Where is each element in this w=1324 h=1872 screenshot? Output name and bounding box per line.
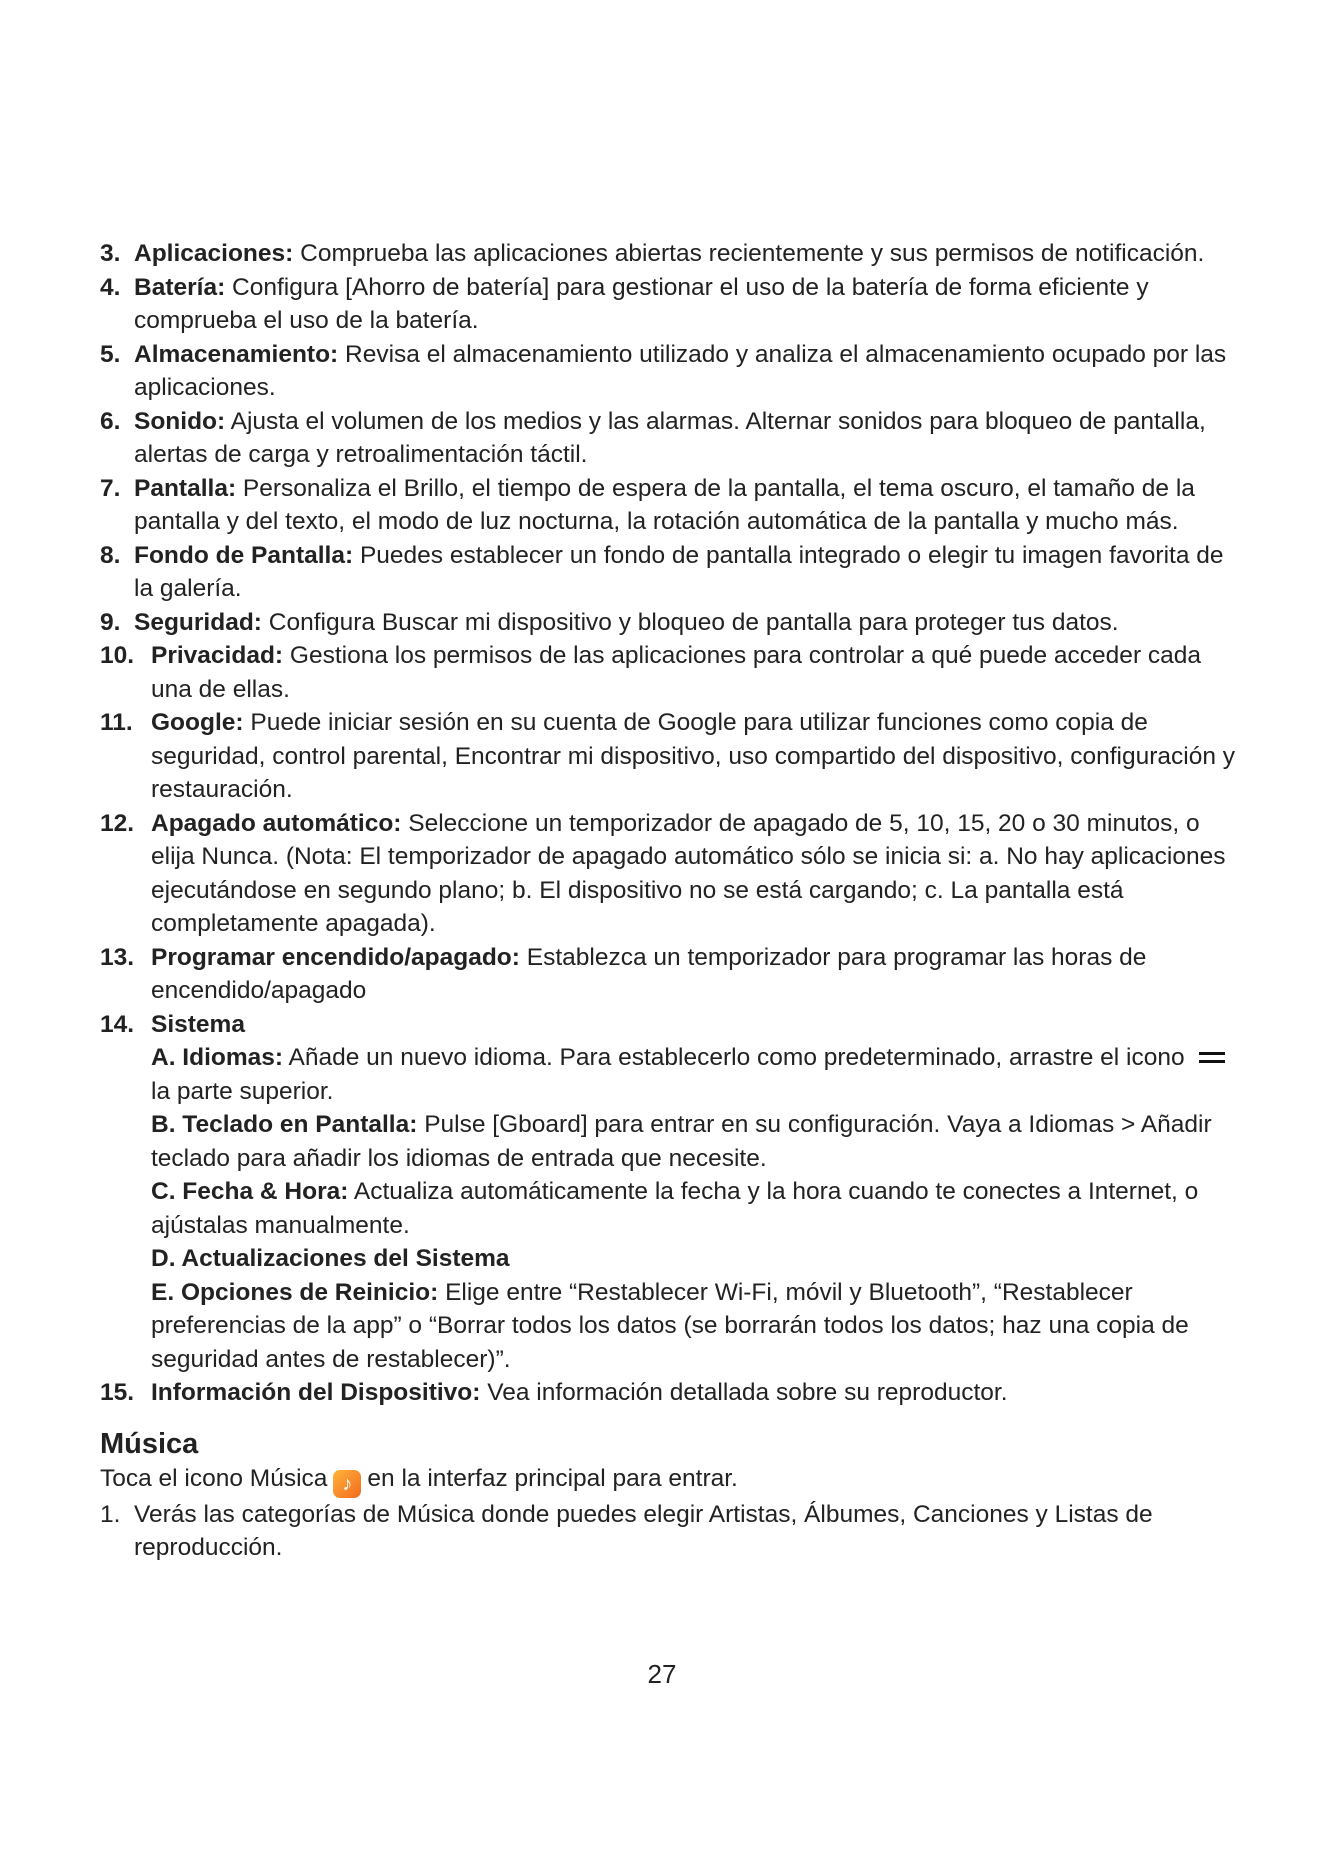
system-subitem-reset: E. Opciones de Reinicio: Elige entre “Restablecer Wi-Fi, móvil y Bluetooth”, “Restablecer preferencias de la app” o “Borrar todos los datos (se borrarán todos los datos; haz una copia de seguridad antes de restablecer)”. <box>151 1278 1189 1373</box>
list-item: 12. Apagado automático: Seleccione un temporizador de apagado de 5, 10, 15, 20 o 30 minutos, o elija Nunca. (Nota: El temporizador de apagado automático sólo se inicia si: a. No hay aplicaciones ejecutándose en segundo plano; b. El dispositivo no se está cargando; c. La pantalla está completamente apagada). <box>100 809 1226 937</box>
drag-handle-icon <box>1199 1052 1225 1063</box>
list-item: 11. Google: Puede iniciar sesión en su cuenta de Google para utilizar funciones como copia de seguridad, control parental, Encontrar mi dispositivo, uso compartido del dispositivo, configuración y restauración. <box>100 709 1236 803</box>
system-subitem-languages: A. Idiomas: Añade un nuevo idioma. Para establecerlo como predeterminado, arrastre el iconola parte superior. <box>100 1041 1240 1108</box>
list-item: 13. Programar encendido/apagado: Establezca un temporizador para programar las horas de encendido/apagado <box>100 943 1147 1004</box>
list-item: 7. Pantalla: Personaliza el Brillo, el tiempo de espera de la pantalla, el tema oscuro, el tamaño de la pantalla y del texto, el modo de luz nocturna, la rotación automática de la pantalla y mucho más. <box>100 474 1195 535</box>
list-item: 8. Fondo de Pantalla: Puedes establecer un fondo de pantalla integrado o elegir tu imagen favorita de la galería. <box>100 541 1224 602</box>
list-item: 3. Aplicaciones: Comprueba las aplicaciones abiertas recientemente y sus permisos de notificación. <box>100 240 1205 267</box>
manual-page <box>100 237 1240 1565</box>
list-item: 4. Batería: Configura [Ahorro de batería] para gestionar el uso de la batería de forma eficiente y comprueba el uso de la batería. <box>100 273 1149 334</box>
section-title-music: Música <box>100 1427 199 1460</box>
system-subitem-date-time: C. Fecha & Hora: Actualiza automáticamente la fecha y la hora cuando te conectes a Internet, o ajústalas manualmente. <box>151 1178 1199 1239</box>
list-item: 14. Sistema <box>100 1010 245 1038</box>
system-subitem-keyboard: B. Teclado en Pantalla: Pulse [Gboard] para entrar en su configuración. Vaya a Idiomas > Añadir teclado para añadir los idiomas de entrada que necesite. <box>151 1111 1212 1172</box>
list-item: 6. Sonido: Ajusta el volumen de los medios y las alarmas. Alternar sonidos para bloqueo de pantalla, alertas de carga y retroalimentación táctil. <box>100 407 1206 468</box>
list-item: 9. Seguridad: Configura Buscar mi dispositivo y bloqueo de pantalla para proteger tus datos. <box>100 608 1119 636</box>
list-item: 10. Privacidad: Gestiona los permisos de las aplicaciones para controlar a qué puede acceder cada una de ellas. <box>100 642 1202 703</box>
list-item: 1. Verás las categorías de Música donde puedes elegir Artistas, Álbumes, Canciones y Listas de reproducción. <box>100 1500 1153 1561</box>
system-subitem-updates: D. Actualizaciones del Sistema <box>151 1245 510 1272</box>
music-intro: Toca el icono Música ♪ en la interfaz principal para entrar. <box>100 1462 1240 1498</box>
list-item: 15. Información del Dispositivo: Vea información detallada sobre su reproductor. <box>100 1379 1008 1406</box>
music-app-icon: ♪ <box>333 1470 361 1498</box>
list-item: 5. Almacenamiento: Revisa el almacenamiento utilizado y analiza el almacenamiento ocupado por las aplicaciones. <box>100 340 1227 401</box>
page-number: 27 <box>647 1659 677 1689</box>
